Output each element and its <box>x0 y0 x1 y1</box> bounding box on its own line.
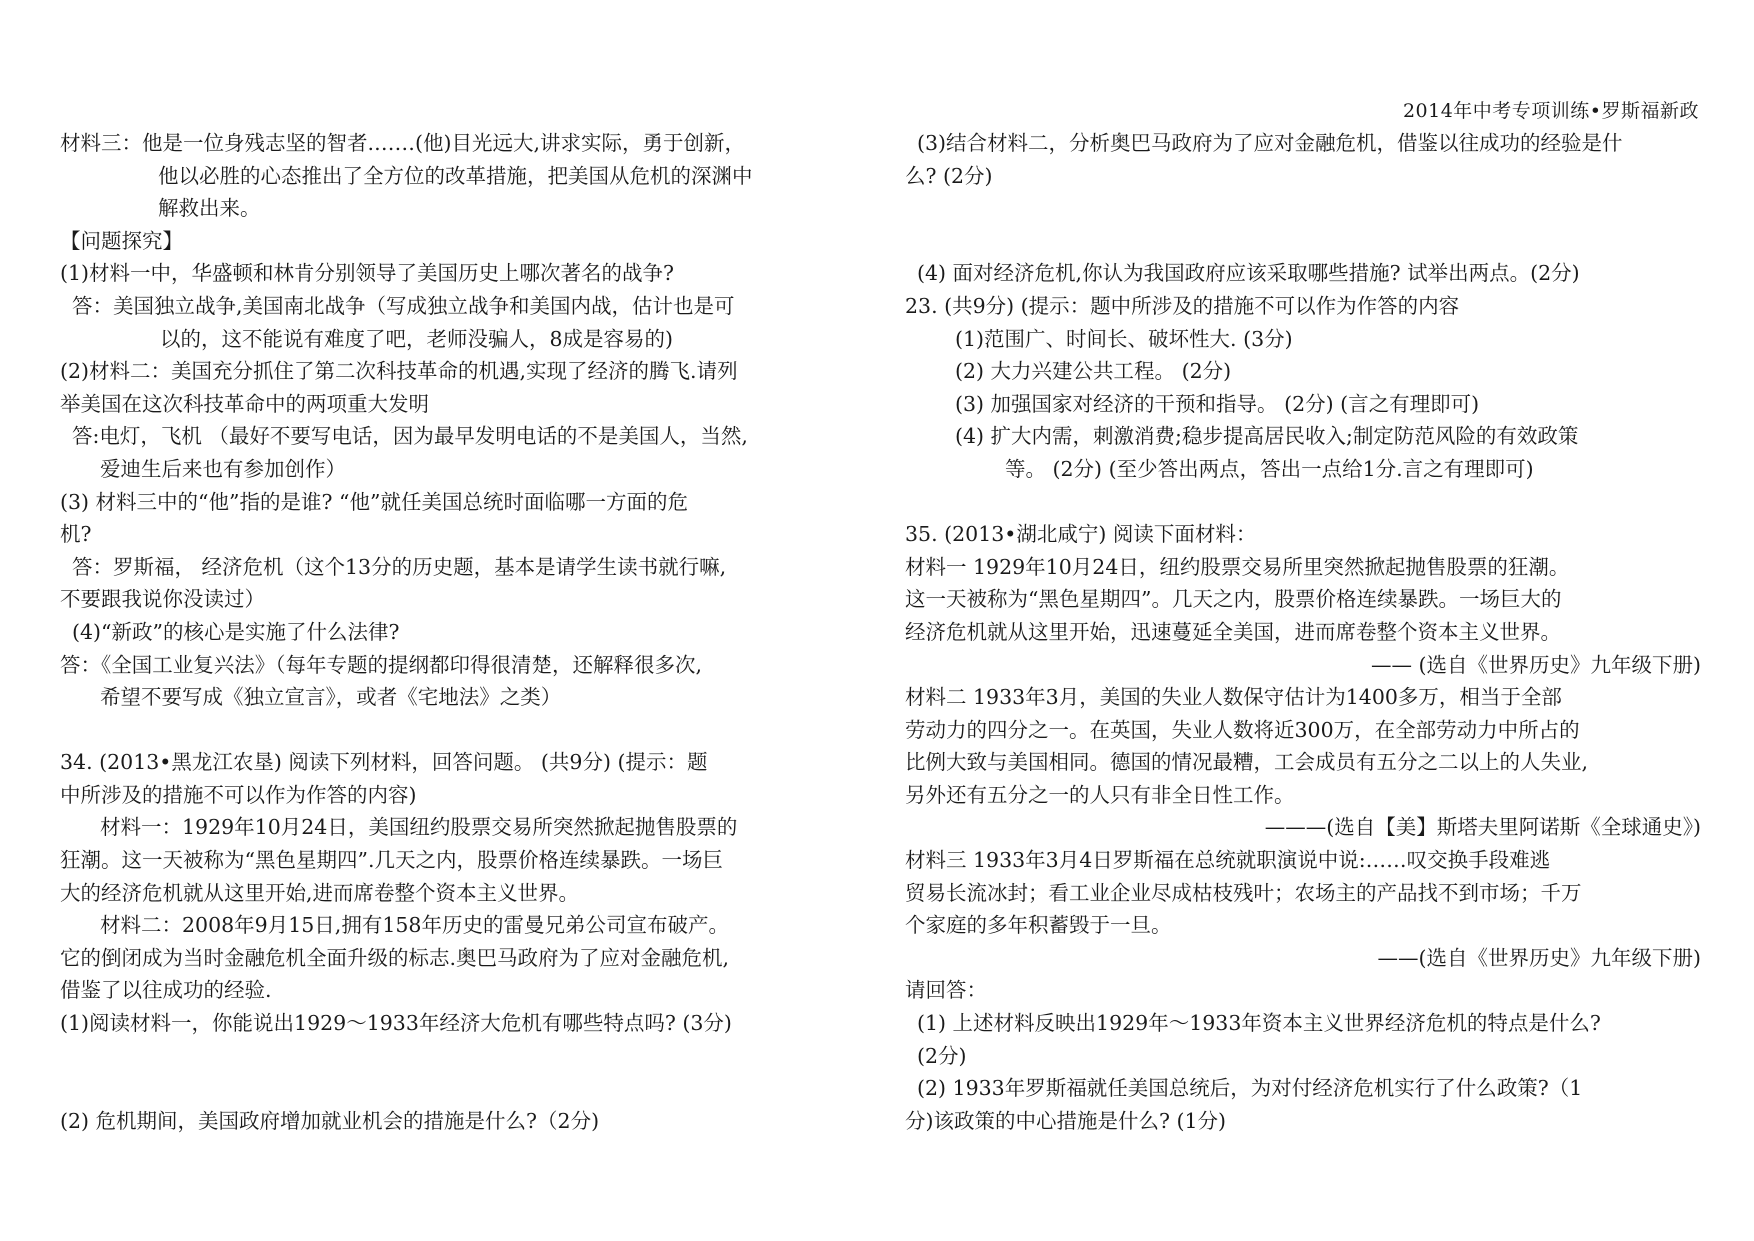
question-35-2: 分)该政策的中心措施是什么? (1分) <box>905 1108 1227 1133</box>
question-35-1: (1) 上述材料反映出1929年～1933年资本主义世界经济危机的特点是什么? <box>917 1011 1601 1036</box>
question-1: (1)材料一中，华盛顿和林肯分别领导了美国历史上哪次著名的战争? <box>60 261 675 286</box>
ask-prompt: 请回答： <box>905 978 987 1003</box>
material-2: 材料二：2008年9月15日,拥有158年历史的雷曼兄弟公司宣布破产。 <box>100 913 729 938</box>
right-column <box>905 127 1701 1137</box>
question-34-3: (3)结合材料二，分析奥巴马政府为了应对金融危机，借鉴以往成功的经验是什 <box>917 131 1623 155</box>
question-34-2: (2) 危机期间，美国政府增加就业机会的措施是什么?（2分) <box>60 1108 600 1133</box>
question-34-1: (1)阅读材料一，你能说出1929～1933年经济大危机有哪些特点吗? (3分) <box>60 1011 732 1036</box>
material-1: 狂潮。这一天被称为“黑色星期四”.几天之内，股票价格连续暴跌。一场巨 <box>60 848 723 873</box>
source-citation: ——(选自《世界历史》九年级下册) <box>1377 945 1701 970</box>
material-2-right: 劳动力的四分之一。在英国，失业人数将近300万，在全部劳动力中所占的 <box>905 717 1580 742</box>
answer-3: 不要跟我说你没读过） <box>60 587 265 612</box>
question-35-2: (2) 1933年罗斯福就任美国总统后，为对付经济危机实行了什么政策?（1 <box>917 1076 1583 1101</box>
answer-2: 答:电灯，飞机 （最好不要写电话，因为最早发明电话的不是美国人，当然, <box>72 424 748 449</box>
material-2-right: 另外还有五分之一的人只有非全日性工作。 <box>905 782 1295 807</box>
question-3: (3) 材料三中的“他”指的是谁? “他”就任美国总统时面临哪一方面的危 <box>60 489 688 514</box>
answer-23-1: (1)范围广、时间长、破坏性大. (3分) <box>955 326 1293 351</box>
material-3-line: 他以必胜的心态推出了全方位的改革措施，把美国从危机的深渊中 <box>158 163 753 188</box>
answer-23: 23. (共9分) (提示：题中所涉及的措施不可以作为作答的内容 <box>905 293 1460 318</box>
page-header: 2014年中考专项训练•罗斯福新政 <box>1402 100 1699 122</box>
material-3-line: 解救出来。 <box>158 196 261 221</box>
material-3-right: 贸易长流冰封；看工业企业尽成枯枝残叶；农场主的产品找不到市场；千万 <box>905 880 1582 905</box>
answer-2: 爱迪生后来也有参加创作） <box>100 456 346 481</box>
section-heading: 【问题探究】 <box>60 228 183 253</box>
material-3-right: 材料三 1933年3月4日罗斯福在总统就职演说中说:……叹交换手段难逃 <box>905 848 1551 873</box>
answer-1: 以的，这不能说有难度了吧，老师没骗人，8成是容易的) <box>160 326 674 351</box>
question-34: 34. (2013•黑龙江农垦) 阅读下列材料，回答问题。 (共9分) (提示：题 <box>60 750 708 775</box>
source-citation: ———(选自【美】斯塔夫里阿诺斯《全球通史》) <box>1264 815 1701 840</box>
answer-23-2: (2) 大力兴建公共工程。 (2分) <box>955 359 1232 384</box>
material-2: 借鉴了以往成功的经验. <box>60 978 272 1003</box>
material-1-right: 经济危机就从这里开始，迅速蔓延全美国，进而席卷整个资本主义世界。 <box>905 619 1561 644</box>
material-1-right: 材料一 1929年10月24日，纽约股票交易所里突然掀起抛售股票的狂潮。 <box>905 554 1570 579</box>
material-1: 大的经济危机就从这里开始,进而席卷整个资本主义世界。 <box>60 880 580 905</box>
material-3-right: 个家庭的多年积蓄毁于一旦。 <box>905 913 1172 938</box>
question-3: 机? <box>60 522 92 547</box>
left-column <box>60 127 870 1137</box>
source-citation: —— (选自《世界历史》九年级下册) <box>1370 652 1701 677</box>
answer-23-4: 等。 (2分) (至少答出两点，答出一点给1分.言之有理即可) <box>1005 456 1534 481</box>
answer-3: 答：罗斯福， 经济危机（这个13分的历史题，基本是请学生读书就行嘛, <box>72 554 727 579</box>
material-2: 它的倒闭成为当时金融危机全面升级的标志.奥巴马政府为了应对金融危机, <box>60 945 730 970</box>
question-35-1: (2分) <box>917 1043 967 1068</box>
answer-23-3: (3) 加强国家对经济的干预和指导。 (2分) (言之有理即可) <box>955 391 1480 416</box>
question-2: 举美国在这次科技革命中的两项重大发明 <box>60 391 429 416</box>
answer-1: 答：美国独立战争,美国南北战争（写成独立战争和美国内战，估计也是可 <box>72 293 735 318</box>
question-35: 35. (2013•湖北咸宁) 阅读下面材料： <box>905 522 1257 547</box>
answer-4: 希望不要写成《独立宣言》，或者《宅地法》之类） <box>100 685 562 710</box>
question-34-4: (4) 面对经济危机,你认为我国政府应该采取哪些措施? 试举出两点。(2分) <box>917 261 1580 286</box>
answer-4: 答：《全国工业复兴法》（每年专题的提纲都印得很清楚，还解释很多次, <box>60 652 703 677</box>
material-1-right: 这一天被称为“黑色星期四”。几天之内，股票价格连续暴跌。一场巨大的 <box>905 587 1562 612</box>
material-1: 材料一：1929年10月24日，美国纽约股票交易所突然掀起抛售股票的 <box>100 815 738 840</box>
question-34-3: 么? (2分) <box>905 163 993 188</box>
question-4: (4)“新政”的核心是实施了什么法律? <box>72 619 400 644</box>
material-3-line: 材料三：他是一位身残志坚的智者.……(他)目光远大,讲求实际，勇于创新， <box>60 131 746 155</box>
question-34: 中所涉及的措施不可以作为作答的内容) <box>60 782 417 807</box>
material-2-right: 比例大致与美国相同。德国的情况最糟，工会成员有五分之二以上的人失业, <box>905 750 1589 775</box>
question-2: (2)材料二：美国充分抓住了第二次科技革命的机遇,实现了经济的腾飞.请列 <box>60 359 738 384</box>
answer-23-4: (4) 扩大内需，刺激消费;稳步提高居民收入;制定防范风险的有效政策 <box>955 424 1579 449</box>
material-2-right: 材料二 1933年3月，美国的失业人数保守估计为1400多万，相当于全部 <box>905 685 1562 710</box>
